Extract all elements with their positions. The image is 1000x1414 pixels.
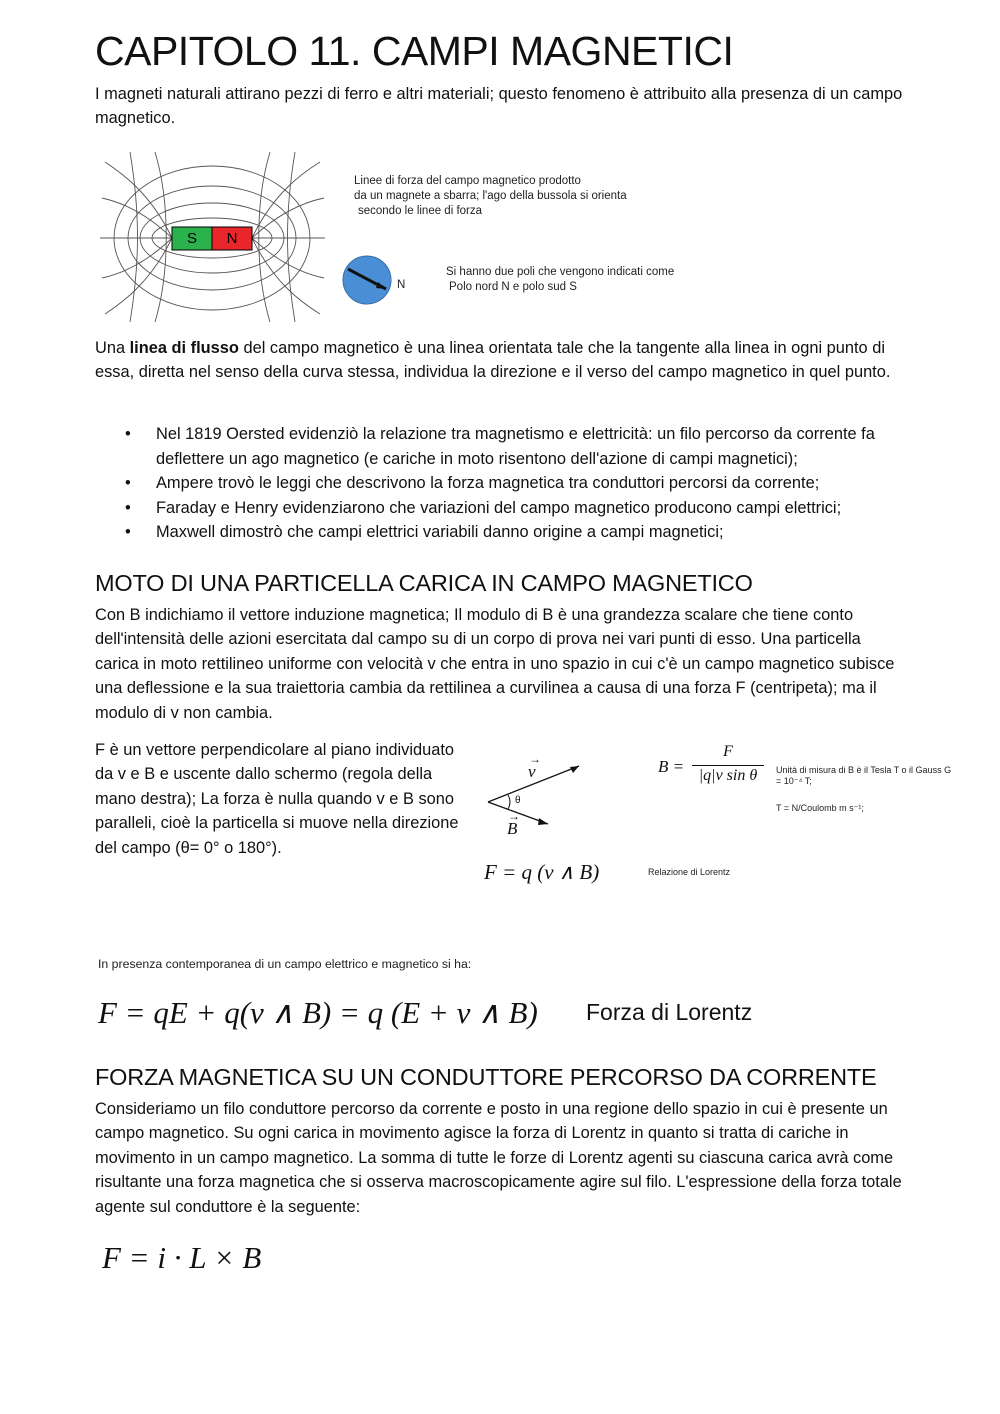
lorentz-full-label: Forza di Lorentz (586, 999, 753, 1025)
vector-b-label: B → (507, 809, 520, 838)
forza-paragraph: Consideriamo un filo conduttore percorso da corrente e posto in una regione dello spazio in cui è presente un campo magnetico. Su ogni carica in movimento agisce la forza di Lorentz in quanto si tratta di cariche in movimento in un campo magnetico. La somma di tutte le forze di Lorentz agenti su ciascuna carica avrà come risultante una forza magnetica che si osserva macroscopicamente agire sul filo. L'espressione della forza totale agente sul conduttore è la seguente: (95, 1100, 902, 1216)
lorentz-relation-label: Relazione di Lorentz (648, 867, 731, 877)
fraction-bar (692, 765, 764, 766)
flux-paragraph: Una linea di flusso del campo magnetico è una linea orientata tale che la tangente alla linea in ogni punto di essa, diretta nel senso della curva stessa, individua la direzione e il verso del campo magnetico in quel punto. (95, 339, 891, 382)
compass-north-label: N (397, 279, 406, 291)
theta-label: θ (515, 795, 521, 806)
moto-paragraph: Con B indichiamo il vettore induzione magnetica; Il modulo di B è una grandezza scalare che tiene conto dell'intensità delle azioni esercitata dal campo su di un corpo di prova nei vari punti di esso. Una particella carica in moto rettilineo uniforme con velocità v che entra in uno spazio in cui c'è un campo magnetico subisce una deflessione e la sua traiettoria cambia da rettilinea a curvilinea a causa di una forza F (centripeta); ma il modulo di v non cambia. (95, 606, 895, 722)
section-heading-moto: MOTO DI UNA PARTICELLA CARICA IN CAMPO MAGNETICO (95, 570, 753, 596)
list-item: • Faraday e Henry evidenziarono che variazioni del campo magnetico producono campi elettrici; (95, 496, 915, 521)
force-side-text: F è un vettore perpendicolare al piano individuato da v e B e uscente dallo schermo (regola della mano destra); La forza è nulla quando v e B sono paralleli, cioè la particella si muove nella direzione del campo (θ= 0° o 180°). (95, 741, 459, 857)
poles-caption: Si hanno due poli che vengono indicati come Polo nord N e polo sud S (446, 266, 675, 293)
magnet-south-label: S (186, 230, 197, 247)
b-formula-numerator: F (723, 743, 733, 760)
lorentz-full-formula: F = qE + q(v ∧ B) = q (E + v ∧ B) (98, 995, 538, 1030)
vector-v-label: v → (528, 752, 541, 781)
list-item: • Ampere trovò le leggi che descrivono la forza magnetica tra conduttori percorsi da corrente; (95, 471, 915, 496)
section-heading-forza: FORZA MAGNETICA SU UN CONDUTTORE PERCORSO DA CORRENTE (95, 1064, 877, 1090)
unit-note: Unità di misura di B è il Tesla T o il Gauss G = 10⁻⁴ T; (776, 765, 952, 786)
page-title: CAPITOLO 11. CAMPI MAGNETICI (95, 28, 734, 74)
b-formula-denominator: |q|v sin θ (698, 767, 758, 784)
history-list (95, 422, 915, 545)
intro-paragraph: I magneti naturali attirano pezzi di ferro e altri materiali; questo fenomeno è attribuito alla presenza di un campo magnetico. (95, 85, 903, 128)
flux-term: linea di flusso (129, 339, 239, 357)
conductor-force-formula: F = i · L × B (102, 1240, 262, 1275)
unit-note-2: T = N/Coulomb m s⁻¹; (776, 803, 864, 813)
compass-icon (342, 255, 394, 305)
combined-intro: In presenza contemporanea di un campo elettrico e magnetico si ha: (98, 957, 472, 971)
field-caption: Linee di forza del campo magnetico prodotto da un magnete a sbarra; l'ago della bussola si orienta secondo le linee di forza (354, 175, 627, 217)
list-item: • Maxwell dimostrò che campi elettrici variabili danno origine a campi magnetici; (95, 520, 915, 545)
list-item: • Nel 1819 Oersted evidenziò la relazione tra magnetismo e elettricità: un filo percorso da corrente fa deflettere un ago magnetico (e cariche in moto risentono dell'azione di campi magnetici); (95, 422, 915, 471)
lorentz-relation-formula: F = q (v ∧ B) (484, 860, 600, 884)
magnet-north-label: N (226, 230, 238, 247)
b-formula-lhs: B = (658, 757, 685, 776)
